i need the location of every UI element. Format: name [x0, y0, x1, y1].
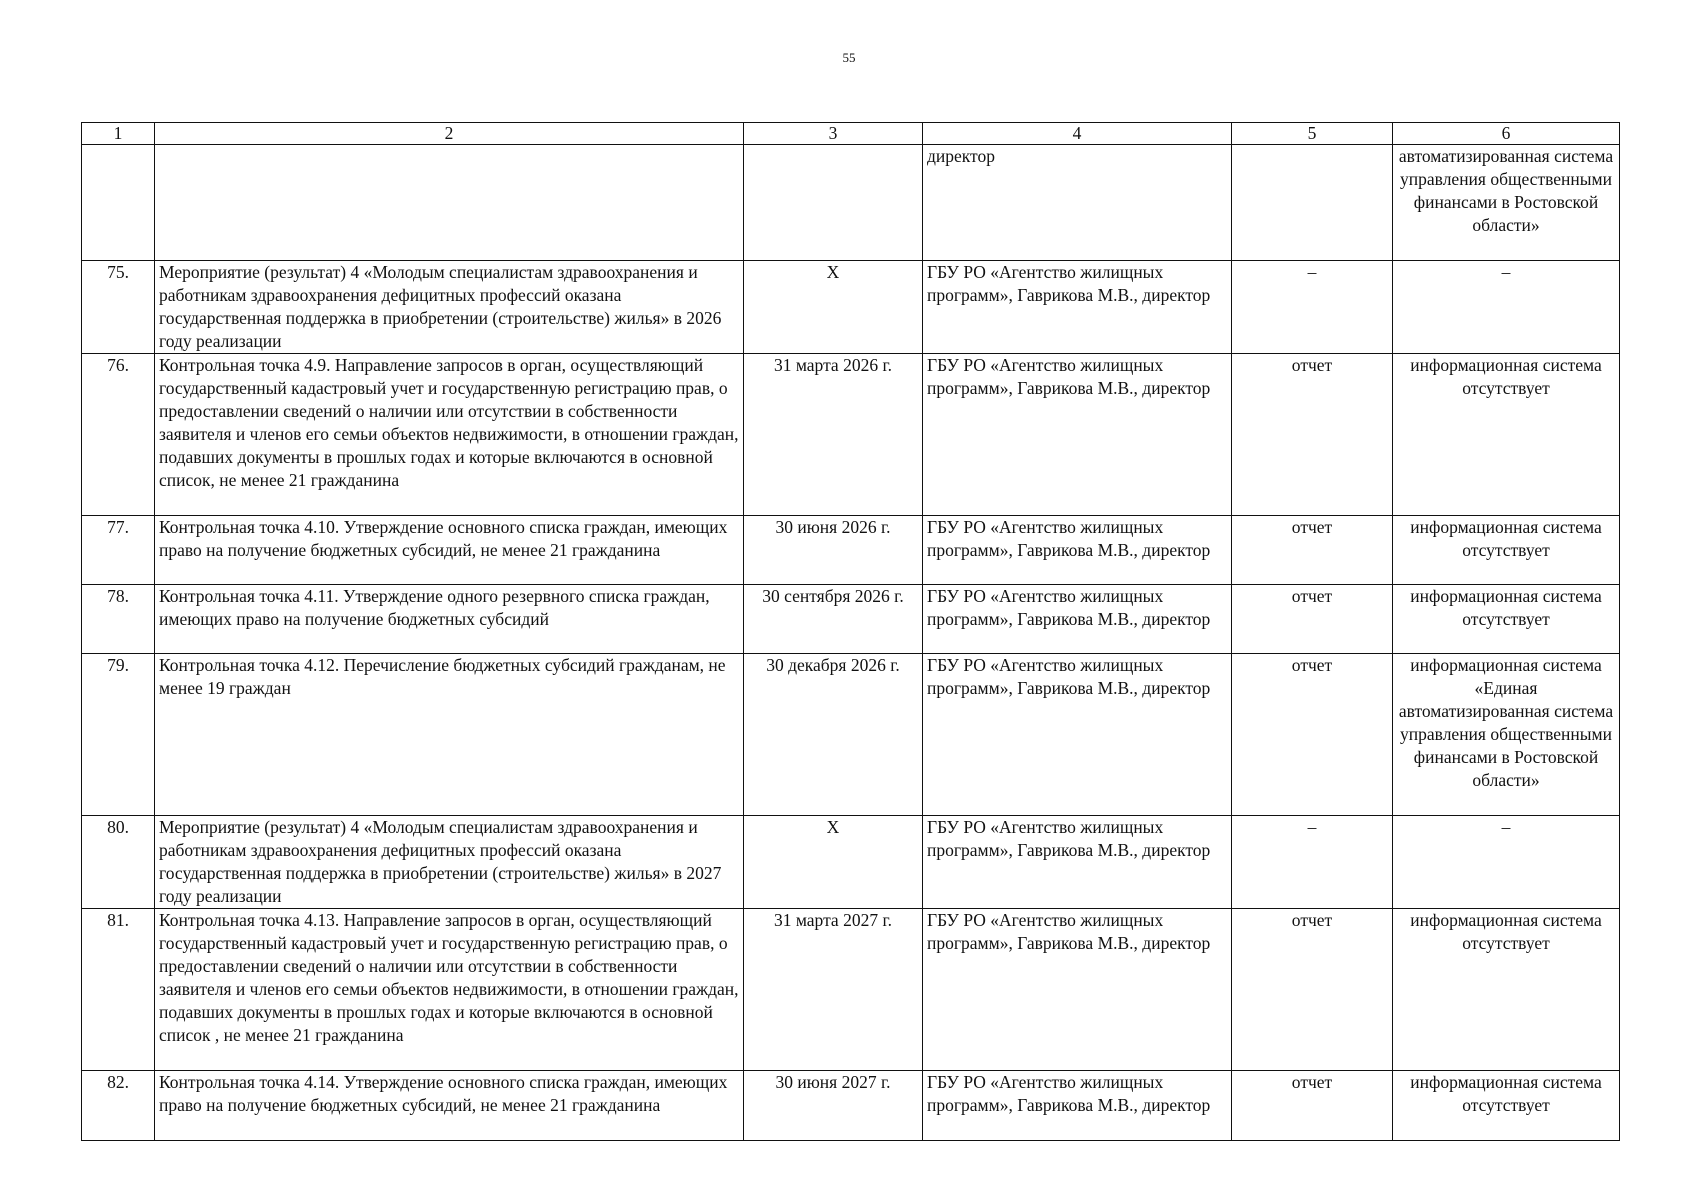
table-row: [82, 585, 1620, 654]
table-row: [82, 261, 1620, 354]
deadline-date: [744, 145, 923, 261]
deadline-date: 30 сентября 2026 г.: [744, 585, 923, 654]
header-cell: 2: [155, 123, 744, 145]
confirming-document: отчет: [1232, 516, 1393, 585]
header-row: [82, 123, 1620, 145]
information-system: информационная система отсутствует: [1393, 516, 1620, 585]
deadline-date: 31 марта 2027 г.: [744, 909, 923, 1071]
table-row: [82, 816, 1620, 909]
table-row: [82, 654, 1620, 816]
responsible-executor: ГБУ РО «Агентство жилищных программ», Гаврикова М.В., директор: [923, 1071, 1232, 1141]
header-cell: 6: [1393, 123, 1620, 145]
confirming-document: отчет: [1232, 654, 1393, 816]
header-cell: 3: [744, 123, 923, 145]
plan-table: [81, 122, 1620, 1141]
row-number: 75.: [82, 261, 155, 354]
event-description: Контрольная точка 4.9. Направление запросов в орган, осуществляющий государственный кадастровый учет и государственную регистрацию прав, о предоставлении сведений о наличии или отсутствии в собственности заявителя и членов его семьи объектов недвижимости, в отношении граждан, подавших документы в прошлых годах и которые включаются в основной список, не менее 21 гражданина: [155, 354, 744, 516]
table-row: [82, 354, 1620, 516]
row-number: [82, 145, 155, 261]
row-number: 79.: [82, 654, 155, 816]
confirming-document: –: [1232, 261, 1393, 354]
row-number: 78.: [82, 585, 155, 654]
responsible-executor: ГБУ РО «Агентство жилищных программ», Гаврикова М.В., директор: [923, 909, 1232, 1071]
event-description: Контрольная точка 4.10. Утверждение основного списка граждан, имеющих право на получение бюджетных субсидий, не менее 21 гражданина: [155, 516, 744, 585]
deadline-date: 30 июня 2026 г.: [744, 516, 923, 585]
event-description: Мероприятие (результат) 4 «Молодым специалистам здравоохранения и работникам здравоохранения дефицитных профессий оказана государственная поддержка в приобретении (строительстве) жилья» в 2026 году реализации: [155, 261, 744, 354]
confirming-document: отчет: [1232, 909, 1393, 1071]
confirming-document: отчет: [1232, 585, 1393, 654]
deadline-date: 30 декабря 2026 г.: [744, 654, 923, 816]
confirming-document: отчет: [1232, 1071, 1393, 1141]
event-description: Мероприятие (результат) 4 «Молодым специалистам здравоохранения и работникам здравоохранения дефицитных профессий оказана государственная поддержка в приобретении (строительстве) жилья» в 2027 году реализации: [155, 816, 744, 909]
row-number: 77.: [82, 516, 155, 585]
information-system: информационная система «Единая автоматизированная система управления общественными финансами в Ростовской области»: [1393, 654, 1620, 816]
deadline-date: 31 марта 2026 г.: [744, 354, 923, 516]
responsible-executor: директор: [923, 145, 1232, 261]
event-description: [155, 145, 744, 261]
information-system: информационная система отсутствует: [1393, 585, 1620, 654]
header-cell: 1: [82, 123, 155, 145]
information-system: автоматизированная система управления общественными финансами в Ростовской области»: [1393, 145, 1620, 261]
confirming-document: [1232, 145, 1393, 261]
event-description: Контрольная точка 4.14. Утверждение основного списка граждан, имеющих право на получение бюджетных субсидий, не менее 21 гражданина: [155, 1071, 744, 1141]
information-system: –: [1393, 261, 1620, 354]
row-number: 80.: [82, 816, 155, 909]
event-description: Контрольная точка 4.11. Утверждение одного резервного списка граждан, имеющих право на получение бюджетных субсидий: [155, 585, 744, 654]
table-row: [82, 145, 1620, 261]
information-system: информационная система отсутствует: [1393, 909, 1620, 1071]
event-description: Контрольная точка 4.13. Направление запросов в орган, осуществляющий государственный кадастровый учет и государственную регистрацию прав, о предоставлении сведений о наличии или отсутствии в собственности заявителя и членов его семьи объектов недвижимости, в отношении граждан, подавших документы в прошлых годах и которые включаются в основной список , не менее 21 гражданина: [155, 909, 744, 1071]
deadline-date: Х: [744, 816, 923, 909]
table-row: [82, 1071, 1620, 1141]
confirming-document: отчет: [1232, 354, 1393, 516]
row-number: 82.: [82, 1071, 155, 1141]
deadline-date: Х: [744, 261, 923, 354]
information-system: информационная система отсутствует: [1393, 1071, 1620, 1141]
responsible-executor: ГБУ РО «Агентство жилищных программ», Гаврикова М.В., директор: [923, 516, 1232, 585]
responsible-executor: ГБУ РО «Агентство жилищных программ», Гаврикова М.В., директор: [923, 354, 1232, 516]
row-number: 81.: [82, 909, 155, 1071]
responsible-executor: ГБУ РО «Агентство жилищных программ», Гаврикова М.В., директор: [923, 654, 1232, 816]
deadline-date: 30 июня 2027 г.: [744, 1071, 923, 1141]
information-system: информационная система отсутствует: [1393, 354, 1620, 516]
responsible-executor: ГБУ РО «Агентство жилищных программ», Гаврикова М.В., директор: [923, 816, 1232, 909]
responsible-executor: ГБУ РО «Агентство жилищных программ», Гаврикова М.В., директор: [923, 585, 1232, 654]
header-cell: 5: [1232, 123, 1393, 145]
header-cell: 4: [923, 123, 1232, 145]
row-number: 76.: [82, 354, 155, 516]
table-row: [82, 516, 1620, 585]
responsible-executor: ГБУ РО «Агентство жилищных программ», Гаврикова М.В., директор: [923, 261, 1232, 354]
table-row: [82, 909, 1620, 1071]
confirming-document: –: [1232, 816, 1393, 909]
page-number: 55: [842, 50, 856, 65]
event-description: Контрольная точка 4.12. Перечисление бюджетных субсидий гражданам, не менее 19 граждан: [155, 654, 744, 816]
information-system: –: [1393, 816, 1620, 909]
